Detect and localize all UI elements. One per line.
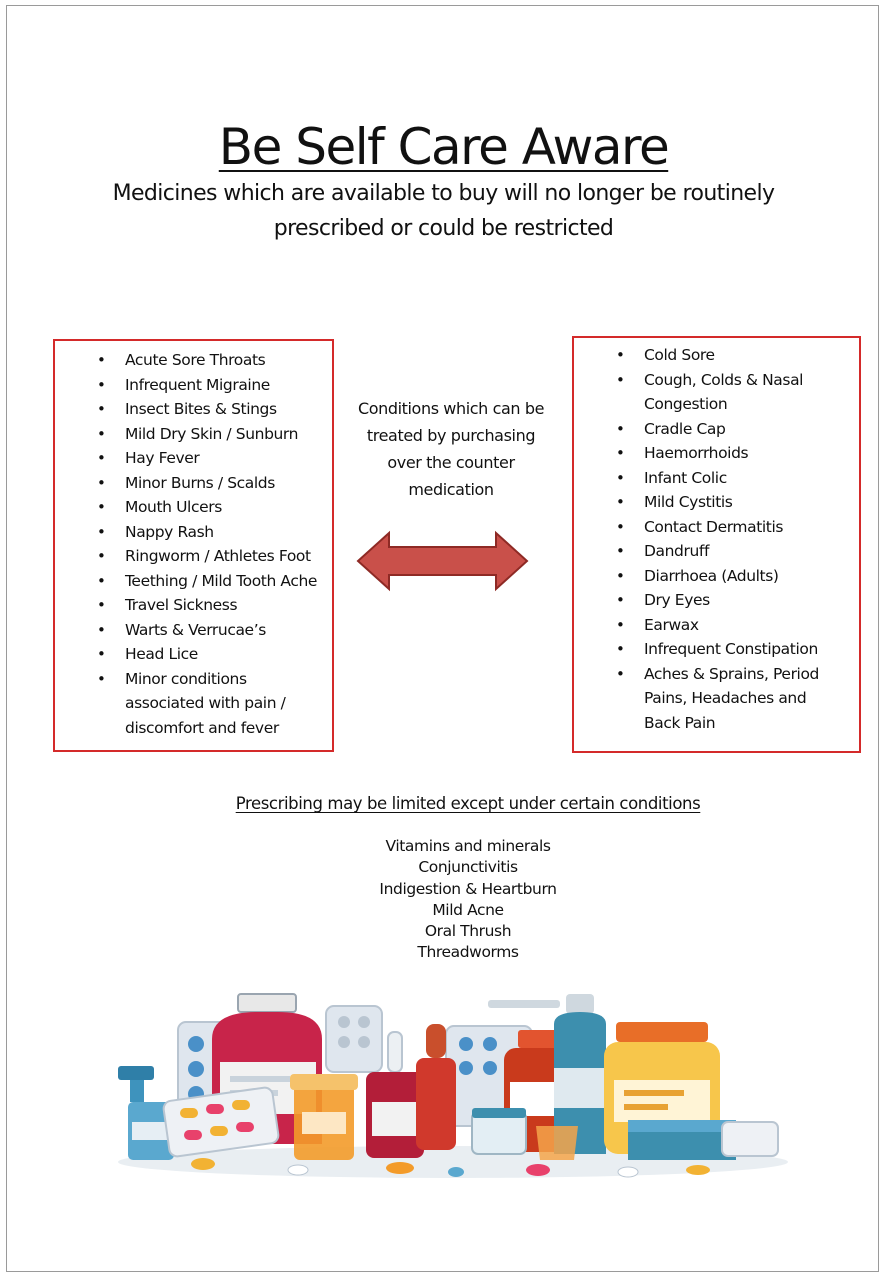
pill	[618, 1167, 638, 1177]
list-item: • Contact Dermatitis	[644, 515, 844, 540]
list-item: • Hay Fever	[125, 446, 325, 471]
limited-list-item: Indigestion & Heartburn	[379, 879, 557, 898]
center-note: Conditions which can be treated by purchasing over the counter medication	[357, 399, 545, 499]
pill	[526, 1164, 550, 1176]
dropper-bottle	[388, 1032, 402, 1072]
pill	[191, 1158, 215, 1170]
pill	[288, 1165, 308, 1175]
pill	[386, 1162, 414, 1174]
list-item: • Haemorrhoids	[644, 441, 844, 466]
page-title	[0, 118, 887, 176]
limited-list-item: Conjunctivitis	[418, 858, 518, 877]
list-item: • Cradle Cap	[644, 417, 844, 442]
red-jar-lid	[238, 994, 296, 1012]
teal-spray-nozzle	[488, 1000, 560, 1008]
small-glass-jar	[472, 1112, 526, 1154]
page-title-text: Be Self Care Aware	[218, 117, 669, 176]
list-item: • Travel Sickness	[125, 593, 325, 618]
list-item: • Ringworm / Athletes Foot	[125, 544, 325, 569]
list-item: • Dandruff	[644, 539, 844, 564]
list-item: • Warts & Verrucae’s	[125, 618, 325, 643]
arrow-shape	[358, 533, 527, 589]
list-item: • Nappy Rash	[125, 520, 325, 545]
limited-list-item: Mild Acne	[432, 900, 504, 919]
left-conditions-box	[53, 339, 334, 752]
right-conditions-list	[644, 343, 844, 735]
measuring-cup	[536, 1126, 578, 1160]
list-item: • Teething / Mild Tooth Ache	[125, 569, 325, 594]
list-item: • Mild Cystitis	[644, 490, 844, 515]
blister-pack-back-center	[326, 1006, 382, 1072]
list-item: • Acute Sore Throats	[125, 348, 325, 373]
list-item: • Infrequent Constipation	[644, 637, 844, 662]
medicines-illustration	[108, 984, 798, 1184]
limited-heading-text: Prescribing may be limited except under certain conditions	[235, 794, 701, 813]
list-item: • Mouth Ulcers	[125, 495, 325, 520]
right-conditions-box	[572, 336, 861, 753]
brown-dropper	[426, 1024, 446, 1058]
list-item: • Cough, Colds & Nasal Congestion	[644, 368, 844, 417]
page-subtitle: Medicines which are available to buy will no longer be routinely prescribed or could be restricted	[112, 181, 775, 241]
list-item: • Earwax	[644, 613, 844, 638]
double-headed-arrow-icon	[355, 530, 530, 592]
limited-heading	[0, 794, 887, 813]
list-item: • Minor Burns / Scalds	[125, 471, 325, 496]
spray-bottle	[118, 1066, 154, 1080]
list-item: • Mild Dry Skin / Sunburn	[125, 422, 325, 447]
list-item: • Cold Sore	[644, 343, 844, 368]
list-item: • Dry Eyes	[644, 588, 844, 613]
limited-list-item: Threadworms	[417, 943, 519, 962]
list-item: • Minor conditions associated with pain / discomfort and fever	[125, 667, 325, 741]
list-item: • Infant Colic	[644, 466, 844, 491]
list-item: • Aches & Sprains, Period Pains, Headaches and Back Pain	[644, 662, 844, 736]
left-conditions-list	[125, 348, 325, 740]
limited-list-item: Oral Thrush	[424, 922, 512, 941]
limited-list-item: Vitamins and minerals	[385, 837, 551, 855]
list-item: • Insect Bites & Stings	[125, 397, 325, 422]
list-item: • Head Lice	[125, 642, 325, 667]
list-item: • Diarrhoea (Adults)	[644, 564, 844, 589]
pill	[686, 1165, 710, 1175]
list-item: • Infrequent Migraine	[125, 373, 325, 398]
yellow-jar-lid	[616, 1022, 708, 1042]
pill	[448, 1167, 464, 1177]
limited-conditions-list	[0, 836, 887, 964]
blister-pack-front-right	[722, 1122, 778, 1156]
